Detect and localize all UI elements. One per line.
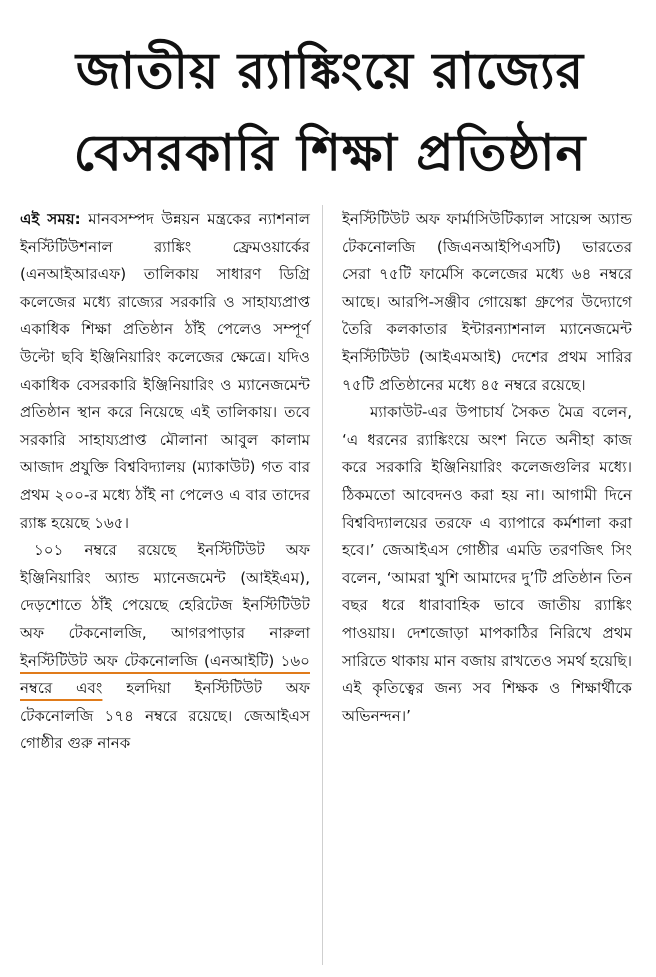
paragraph-1-text: মানবসম্পদ উন্নয়ন মন্ত্রকের ন্যাশনাল ইনস্টিটিউশনাল র‍্যাঙ্কিং ফ্রেমওয়ার্কের (এনআইআরএফ) তালিকায় সাধারণ ডিগ্রি কলেজের মধ্যে রাজ্যের সরকারি ও সাহায্যপ্রাপ্ত একাধিক শিক্ষা প্রতিষ্ঠান ঠাঁই পেলেও সম্পূর্ণ উল্টো ছবি ইঞ্জিনিয়ারিং কলেজের ক্ষেত্রে। যদিও একাধিক বেসরকারি ইঞ্জিনিয়ারিং ও ম্যানেজমেন্ট প্রতিষ্ঠান স্থান করে নিয়েছে এই তালিকায়। তবে সরকারি সাহায্যপ্রাপ্ত মৌলানা আবুল কালাম আজাদ প্রযুক্তি বিশ্ববিদ্যালয় (ম্যাকাউট) গত বার প্রথম ২০০-র মধ্যে ঠাঁই না পেলেও এ বার তাদের র‍্যাঙ্ক হয়েছে ১৬৫। <box>20 210 310 532</box>
dateline: এই সময়: <box>20 210 81 228</box>
headline-line-2: বেসরকারি শিক্ষা প্রতিষ্ঠান <box>73 124 587 182</box>
headline <box>20 30 640 194</box>
article-column-right <box>342 206 632 730</box>
paragraph-2-text-after: হলদিয়া ইনস্টিটিউট অফ টেকনোলজি ১৭৪ নম্বরে রয়েছে। জেআইএস গোষ্ঠীর গুরু নানক <box>20 679 310 753</box>
paragraph-4: ম্যাকাউট-এর উপাচার্য সৈকত মৈত্র বলেন, ‘এ ধরনের র‍্যাঙ্কিংয়ে অংশ নিতে অনীহা কাজ করে সরকারি ইঞ্জিনিয়ারিং কলেজগুলির মধ্যে। ঠিকমতো আবেদনও করা হয় না। আগামী দিনে বিশ্ববিদ্যালয়ের তরফে এ ব্যাপারে কর্মশালা করা হবে।’ জেআইএস গোষ্ঠীর এমডি তরণজিৎ সিং বলেন, ‘আমরা খুশি আমাদের দু’টি প্রতিষ্ঠান তিন বছর ধরে ধারাবাহিক ভাবে জাতীয় র‍্যাঙ্কিং পাওয়ায়। দেশজোড়া মাপকাঠির নিরিখে প্রথম সারিতে থাকায় মান বজায় রাখতেও সমর্থ হয়েছি। এই কৃতিত্বের জন্য সব শিক্ষক ও শিক্ষার্থীকে অভিনন্দন।’ <box>342 403 632 725</box>
column-divider <box>322 205 323 965</box>
article-column-left <box>20 206 310 758</box>
headline-line-1: জাতীয় র‍্যাঙ্কিংয়ে রাজ্যের <box>75 42 585 100</box>
paragraph-1 <box>20 206 310 537</box>
highlighted-text: ইনস্টিটিউট অফ টেকনোলজি (এনআইটি) ১৬০ নম্বরে এবং <box>20 651 310 698</box>
paragraph-2-text-before: ১০১ নম্বরে রয়েছে ইনস্টিটিউট অফ ইঞ্জিনিয়ারিং অ্যান্ড ম্যানেজমেন্ট (আইইএম), দেড়শোতে ঠাঁই পেয়েছে হেরিটেজ ইনস্টিটিউট অফ টেকনোলজি, আগরপাড়ার নারুলা <box>20 541 310 642</box>
paragraph-2 <box>20 537 310 758</box>
paragraph-3: ইনস্টিটিউট অফ ফার্মাসিউটিক্যাল সায়েন্স অ্যান্ড টেকনোলজি (জিএনআইপিএসটি) ভারতের সেরা ৭৫টি ফার্মেসি কলেজের মধ্যে ৬৪ নম্বরে আছে। আরপি-সঞ্জীব গোয়েঙ্কা গ্রুপের উদ্যোগে তৈরি কলকাতার ইন্টারন্যাশনাল ম্যানেজমেন্ট ইনস্টিটিউট (আইএমআই) দেশের প্রথম সারির ৭৫টি প্রতিষ্ঠানের মধ্যে ৪৫ নম্বরে রয়েছে। <box>342 210 632 394</box>
